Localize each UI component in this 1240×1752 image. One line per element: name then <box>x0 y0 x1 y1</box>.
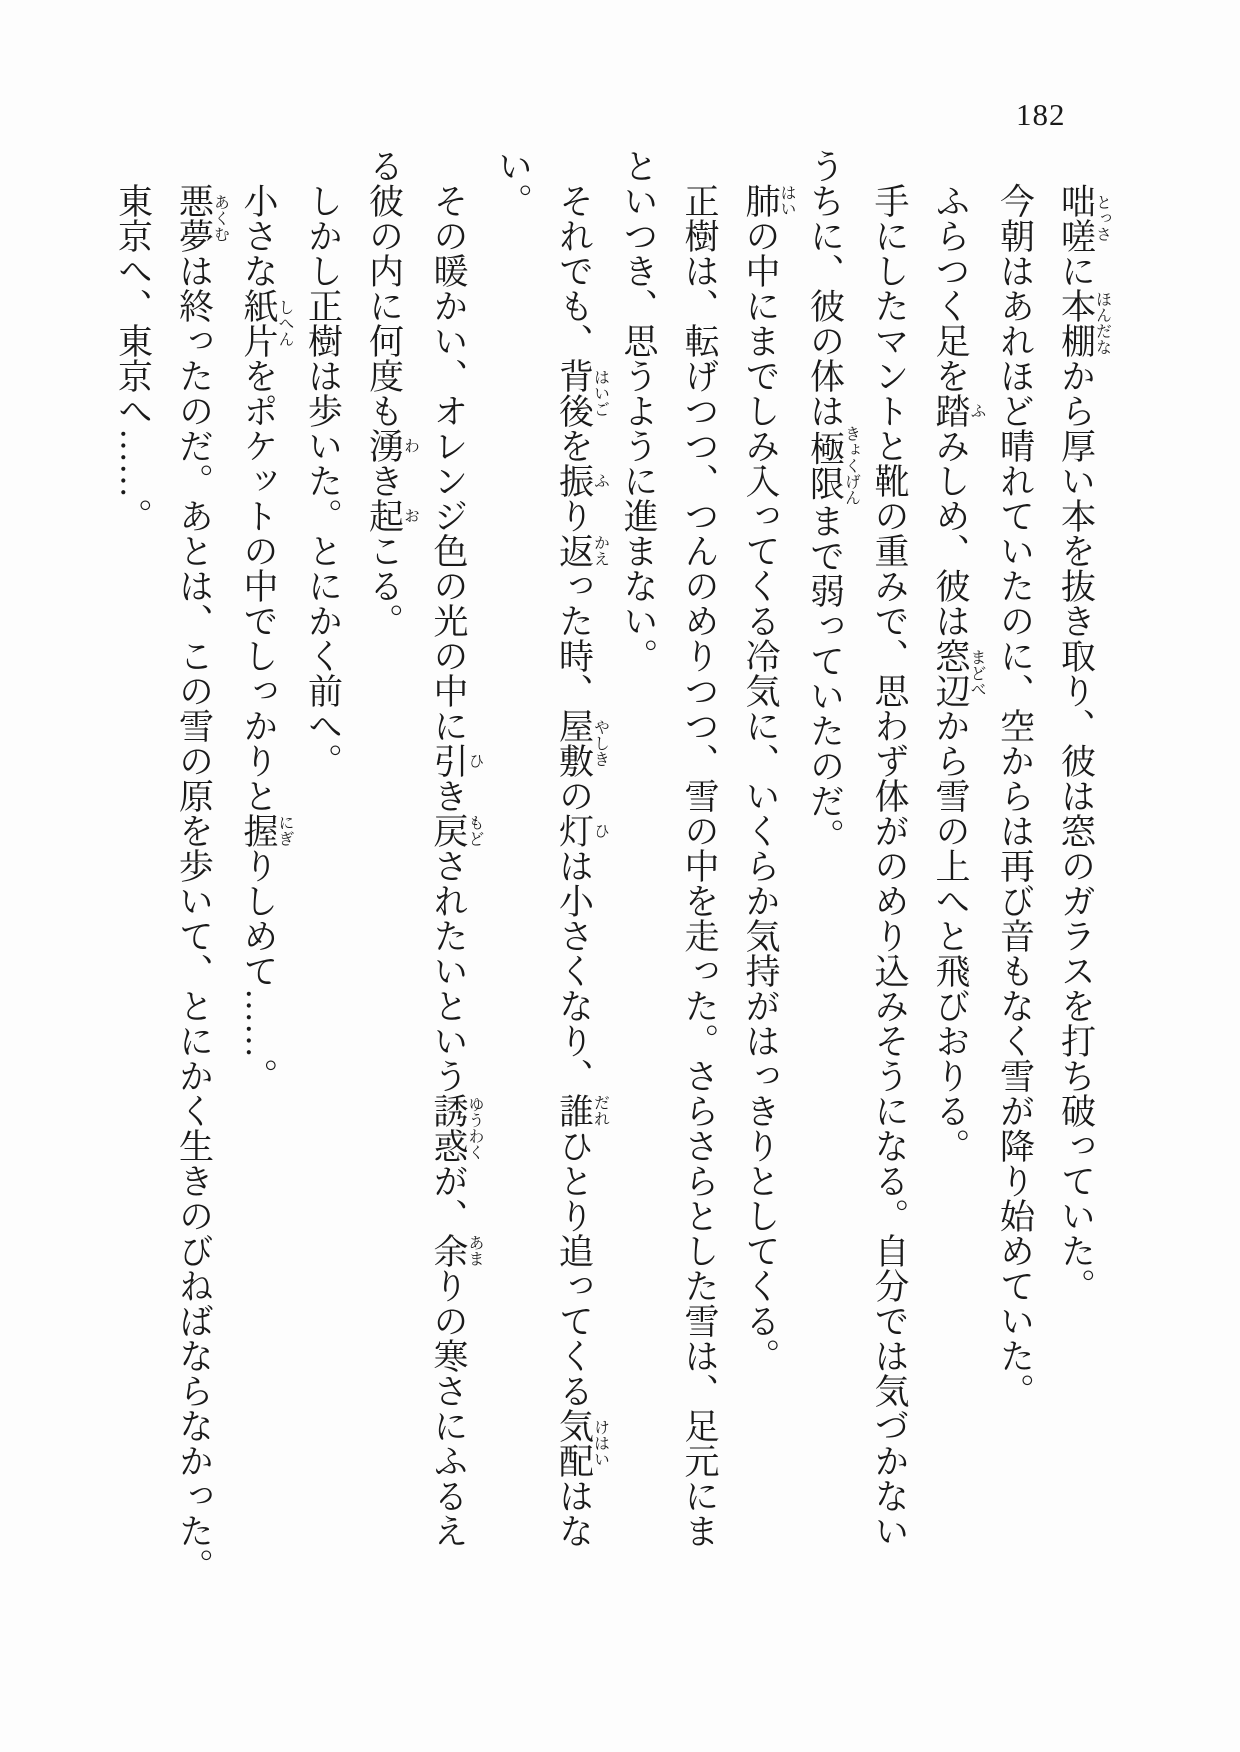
ruby-annotated-word: 余あま <box>429 1233 483 1268</box>
text-column-12: る彼の内に何度も湧わき起おこる。 <box>364 148 419 638</box>
ruby-annotated-word: 踏ふ <box>931 393 985 428</box>
ruby-annotated-word: 戻もど <box>429 813 483 848</box>
ruby-annotated-word: 極限きょくげん <box>805 425 860 506</box>
text-column-6: 肺はいの中にまでしみ入ってくる冷気に、いくらか気持がはっきりとしてくる。 <box>741 183 795 1373</box>
ruby-annotated-word: 引ひ <box>429 743 483 778</box>
text-column-14: 小さな紙片しへんをポケットの中でしっかりと握にぎりしめて……。 <box>239 183 293 1093</box>
text-column-16: 東京へ、東京へ……。 <box>113 183 153 533</box>
ruby-annotated-word: 誰だれ <box>554 1093 609 1128</box>
text-column-10: い。 <box>493 148 533 218</box>
ruby-annotated-word: 悪夢あくむ <box>174 183 229 253</box>
ruby-annotated-word: 握にぎ <box>239 813 293 848</box>
text-column-5: うちに、彼の体は極限きょくげんまで弱っていたのだ。 <box>805 148 860 853</box>
ruby-annotated-word: 返かえ <box>554 533 609 568</box>
text-column-9: それでも、背後はいごを振ふり返かえった時、屋敷やしきの灯ひは小さくなり、誰だれひとり追ってくる気配けはいはな <box>554 183 609 1548</box>
text-column-1: 咄嗟とっさに本棚ほんだなから厚い本を抜き取り、彼は窓のガラスを打ち破っていた。 <box>1056 183 1111 1303</box>
text-column-2: 今朝はあれほど晴れていたのに、空からは再び音もなく雪が降り始めていた。 <box>995 183 1035 1408</box>
text-column-15: 悪夢あくむは終ったのだ。あとは、この雪の原を歩いて、とにかく生きのびねばならなかった。 <box>174 183 229 1583</box>
text-column-3: ふらつく足を踏ふみしめ、彼は窓辺まどべから雪の上へと飛びおりる。 <box>931 183 985 1163</box>
text-column-13: しかし正樹は歩いた。とにかく前へ。 <box>303 183 343 778</box>
ruby-annotated-word: 背後はいご <box>554 358 609 428</box>
ruby-annotated-word: 湧わ <box>364 428 419 463</box>
text-column-11: その暖かい、オレンジ色の光の中に引ひき戻もどされたいという誘惑ゆうわくが、余あまりの寒さにふるえ <box>429 183 483 1548</box>
text-column-4: 手にしたマントと靴の重みで、思わず体がのめり込みそうになる。自分では気づかない <box>870 183 909 1548</box>
ruby-annotated-word: 咄嗟とっさ <box>1056 183 1111 253</box>
page-number: 182 <box>1016 97 1066 132</box>
ruby-annotated-word: 起お <box>364 498 419 533</box>
ruby-annotated-word: 振ふ <box>554 463 609 498</box>
ruby-annotated-word: 本棚ほんだな <box>1056 288 1111 358</box>
text-block <box>103 148 1111 1608</box>
text-column-7: 正樹は、転げつつ、つんのめりつつ、雪の中を走った。さらさらとした雪は、足元にま <box>680 183 719 1548</box>
ruby-annotated-word: 気配けはい <box>554 1408 609 1478</box>
ruby-annotated-word: 窓辺まどべ <box>931 638 985 708</box>
ruby-annotated-word: 屋敷やしき <box>554 708 609 778</box>
ruby-annotated-word: 灯ひ <box>554 813 609 848</box>
ruby-annotated-word: 誘惑ゆうわく <box>429 1093 483 1163</box>
text-column-8: といつき、思うように進まない。 <box>619 148 658 673</box>
ruby-annotated-word: 肺はい <box>741 183 795 218</box>
ruby-annotated-word: 紙片しへん <box>239 288 293 358</box>
